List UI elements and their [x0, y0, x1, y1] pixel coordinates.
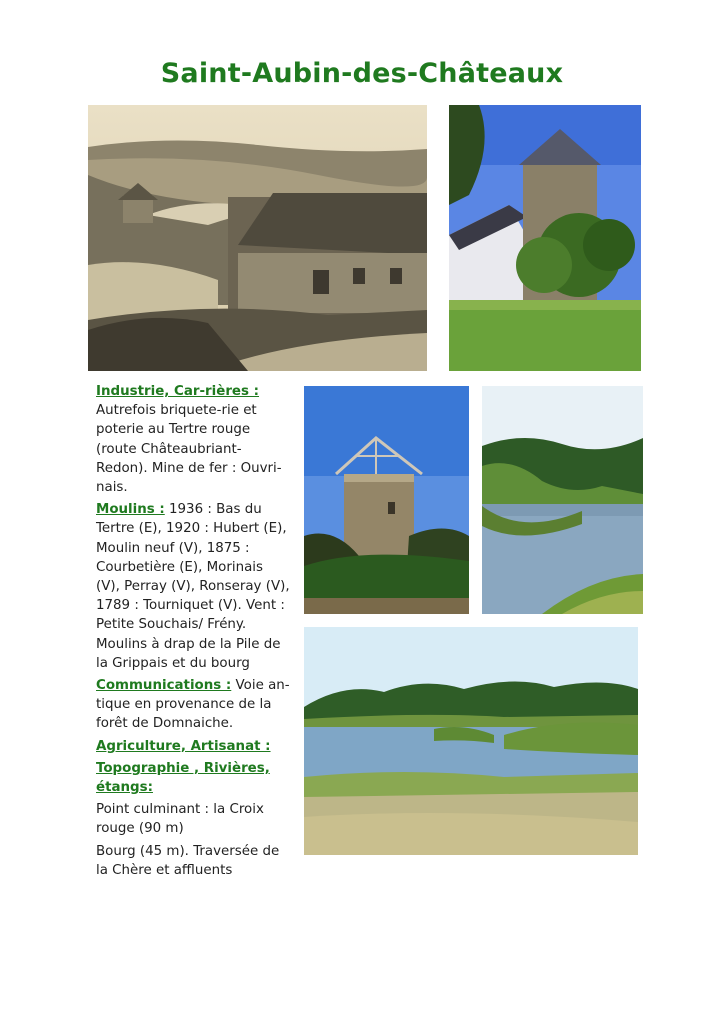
agriculture-heading: Agriculture, Artisanat :	[96, 738, 271, 754]
communications-paragraph	[96, 676, 290, 734]
industrie-paragraph	[96, 382, 290, 497]
communications-text: Voie an-tique en provenance de la forêt de Domnaiche.	[96, 678, 290, 732]
moulins-text: 1936 : Bas du Tertre (E), 1920 : Hubert (E), Moulin neuf (V), 1875 : Courbetière (E), Morinais (V), Perray (V), Ronseray (V), 1789 : Tourniquet (V). Vent : Petite Souchais/ Frény. Moulins à drap de la Pile de la Grippais et du bourg	[96, 502, 290, 671]
page-title: Saint-Aubin-des-Châteaux	[160, 58, 564, 90]
windmill-skeleton-cap-photo	[304, 386, 469, 614]
moulins-paragraph	[96, 500, 290, 673]
agriculture-paragraph	[96, 737, 290, 756]
industrie-heading: Industrie, Car-rières :	[96, 384, 260, 399]
industrie-text: Autrefois briquete-rie et poterie au Tertre rouge (route Châteaubriant-Redon). Mine de fer : Ouvri-nais.	[96, 403, 282, 496]
text-column	[96, 382, 290, 883]
topographie-heading: Topographie , Rivières, étangs:	[96, 760, 270, 796]
communications-heading: Communications :	[96, 678, 232, 694]
topographie-line-1: Point culminant : la Croix rouge (90 m)	[96, 802, 264, 837]
moulins-heading: Moulins :	[96, 502, 165, 518]
pond-reeds-photo	[482, 386, 643, 614]
old-village-postcard-photo	[88, 105, 427, 371]
windmill-tower-house-photo	[449, 105, 641, 371]
lake-landscape-photo	[304, 627, 638, 855]
topographie-paragraph	[96, 759, 290, 797]
topographie-line-2: Bourg (45 m). Traversée de la Chère et affluents	[96, 843, 280, 878]
